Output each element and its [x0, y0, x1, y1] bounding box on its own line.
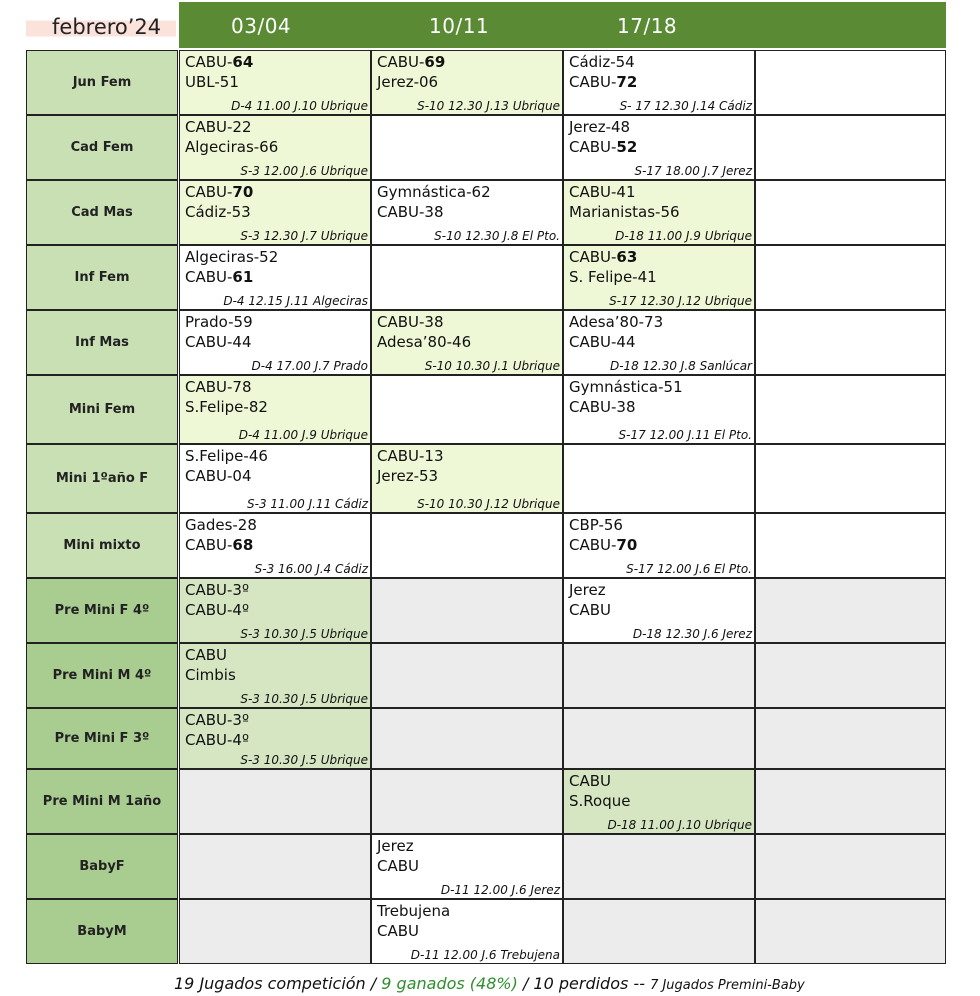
schedule-row: [26, 180, 946, 245]
empty-column-cell: [755, 444, 946, 513]
week-header-2: 10/11: [429, 14, 490, 38]
match-cell: [563, 578, 755, 643]
team-line-2: CABU-04: [185, 467, 252, 485]
match-cell: [179, 115, 371, 180]
team-line-1: CABU: [569, 772, 612, 790]
team-line-1: CABU-69: [377, 53, 446, 71]
team-line-2: CABU-44: [185, 333, 252, 351]
category-label: Mini mixto: [26, 513, 178, 578]
match-info: D-4 11.00 J.9 Ubrique: [238, 428, 368, 442]
team-line-2: CABU-68: [185, 536, 254, 554]
schedule-row: [26, 899, 946, 964]
schedule-row: [26, 513, 946, 578]
team-line-2: CABU: [569, 601, 612, 619]
team-line-2: Adesa’80-46: [377, 333, 472, 351]
team-line-2: CABU-72: [569, 73, 638, 91]
match-cell: [179, 513, 371, 578]
match-info: D-4 11.00 J.10 Ubrique: [231, 99, 368, 113]
category-label: Inf Fem: [26, 245, 178, 310]
empty-column-cell: [755, 50, 946, 115]
schedule-row: [26, 375, 946, 444]
team-line-1: Adesa’80-73: [569, 313, 664, 331]
team-line-2: UBL-51: [185, 73, 239, 91]
match-info: S-17 12.00 J.6 El Pto.: [626, 562, 752, 576]
category-label: Pre Mini M 4º: [26, 643, 178, 708]
match-info: S-3 10.30 J.5 Ubrique: [240, 692, 368, 706]
match-cell: [563, 50, 755, 115]
team-line-2: CABU-52: [569, 138, 638, 156]
category-label: Mini 1ºaño F: [26, 444, 178, 513]
team-line-1: Gymnástica-51: [569, 378, 683, 396]
match-info: D-18 11.00 J.10 Ubrique: [607, 818, 752, 832]
match-cell: [563, 115, 755, 180]
match-cell: [371, 245, 563, 310]
match-cell: [179, 444, 371, 513]
team-line-2: Cimbis: [185, 666, 236, 684]
match-cell: [371, 513, 563, 578]
team-line-2: S.Felipe-82: [185, 398, 268, 416]
schedule-row: [26, 444, 946, 513]
match-cell: [371, 769, 563, 834]
team-line-2: Algeciras-66: [185, 138, 279, 156]
team-line-2: CABU-61: [185, 268, 254, 286]
match-cell: [371, 578, 563, 643]
match-cell: [179, 834, 371, 899]
schedule-row: [26, 245, 946, 310]
match-info: D-18 11.00 J.9 Ubrique: [615, 229, 752, 243]
team-line-2: Jerez-53: [377, 467, 439, 485]
match-info: S-3 11.00 J.11 Cádiz: [247, 497, 368, 511]
week-header-1: 03/04: [231, 14, 292, 38]
match-info: D-4 17.00 J.7 Prado: [251, 359, 368, 373]
match-info: D-18 12.30 J.8 Sanlúcar: [609, 359, 752, 373]
team-line-1: Prado-59: [185, 313, 253, 331]
empty-column-cell: [755, 513, 946, 578]
team-line-1: Gymnástica-62: [377, 183, 491, 201]
team-line-2: CABU: [377, 922, 420, 940]
category-label: Pre Mini F 4º: [26, 578, 178, 643]
empty-column-cell: [755, 115, 946, 180]
week-header-3: 17/18: [617, 14, 678, 38]
schedule-row: [26, 50, 946, 115]
empty-column-cell: [755, 834, 946, 899]
match-cell: [179, 375, 371, 444]
category-label: Cad Fem: [26, 115, 178, 180]
team-line-2: S. Felipe-41: [569, 268, 657, 286]
schedule-row: [26, 310, 946, 375]
team-line-1: CABU-64: [185, 53, 254, 71]
category-label: Cad Mas: [26, 180, 178, 245]
summary-footer: [174, 974, 805, 993]
match-cell: [563, 180, 755, 245]
match-cell: [179, 245, 371, 310]
match-cell: [563, 245, 755, 310]
match-cell: [371, 899, 563, 964]
empty-column-cell: [755, 769, 946, 834]
team-line-1: Jerez-48: [569, 118, 631, 136]
match-info: S-10 10.30 J.1 Ubrique: [424, 359, 560, 373]
category-label: Mini Fem: [26, 375, 178, 444]
team-line-1: Gades-28: [185, 516, 257, 534]
team-line-1: Jerez: [377, 837, 414, 855]
team-line-2: Marianistas-56: [569, 203, 680, 221]
match-cell: [563, 310, 755, 375]
match-cell: [371, 643, 563, 708]
schedule-row: [26, 708, 946, 769]
schedule-row: [26, 643, 946, 708]
team-line-1: CABU-63: [569, 248, 638, 266]
team-line-1: Trebujena: [377, 902, 451, 920]
empty-column-cell: [755, 578, 946, 643]
match-info: D-4 12.15 J.11 Algeciras: [223, 294, 368, 308]
team-line-1: Algeciras-52: [185, 248, 279, 266]
premini-count: 7 Jugados Premini-Baby: [650, 978, 805, 993]
match-info: S-3 12.00 J.6 Ubrique: [240, 164, 368, 178]
team-line-2: CABU-38: [569, 398, 636, 416]
match-cell: [371, 180, 563, 245]
won-count: 9 ganados (48%): [381, 974, 518, 993]
match-cell: [563, 834, 755, 899]
match-cell: [179, 310, 371, 375]
match-cell: [179, 578, 371, 643]
team-line-2: CABU-44: [569, 333, 636, 351]
match-cell: [371, 115, 563, 180]
team-line-1: CABU-3º: [185, 581, 250, 599]
match-cell: [563, 444, 755, 513]
empty-column-cell: [755, 310, 946, 375]
category-label: Inf Mas: [26, 310, 178, 375]
match-cell: [563, 513, 755, 578]
empty-column-cell: [755, 643, 946, 708]
team-line-1: Cádiz-54: [569, 53, 635, 71]
weeks-header: [179, 2, 946, 48]
schedule-row: [26, 769, 946, 834]
match-cell: [179, 50, 371, 115]
match-info: S- 17 12.30 J.14 Cádiz: [619, 99, 752, 113]
match-info: D-18 12.30 J.6 Jerez: [632, 627, 752, 641]
schedule-row: [26, 115, 946, 180]
team-line-1: CABU-41: [569, 183, 636, 201]
match-info: S-3 10.30 J.5 Ubrique: [240, 627, 368, 641]
empty-column-cell: [755, 245, 946, 310]
match-info: S-3 16.00 J.4 Cádiz: [254, 562, 368, 576]
schedule-row: [26, 834, 946, 899]
team-line-2: CABU-38: [377, 203, 444, 221]
team-line-1: CABU-70: [185, 183, 254, 201]
match-cell: [371, 310, 563, 375]
team-line-1: S.Felipe-46: [185, 447, 268, 465]
match-cell: [179, 708, 371, 769]
match-cell: [371, 375, 563, 444]
match-cell: [563, 643, 755, 708]
category-label: Pre Mini M 1año: [26, 769, 178, 834]
empty-column-cell: [755, 708, 946, 769]
match-info: S-3 12.30 J.7 Ubrique: [240, 229, 368, 243]
category-label: Jun Fem: [26, 50, 178, 115]
empty-column-cell: [755, 899, 946, 964]
team-line-1: Jerez: [569, 581, 606, 599]
team-line-1: CABU-38: [377, 313, 444, 331]
category-label: BabyM: [26, 899, 178, 964]
category-label: BabyF: [26, 834, 178, 899]
schedule-row: [26, 578, 946, 643]
team-line-2: Jerez-06: [377, 73, 439, 91]
team-line-1: CABU: [185, 646, 228, 664]
match-info: S-10 10.30 J.12 Ubrique: [417, 497, 560, 511]
match-info: S-17 12.00 J.11 El Pto.: [618, 428, 752, 442]
team-line-2: S.Roque: [569, 792, 631, 810]
match-info: S-17 12.30 J.12 Ubrique: [609, 294, 752, 308]
match-cell: [179, 769, 371, 834]
team-line-1: CABU-13: [377, 447, 444, 465]
match-cell: [563, 769, 755, 834]
match-cell: [371, 834, 563, 899]
match-cell: [563, 899, 755, 964]
team-line-1: CBP-56: [569, 516, 623, 534]
match-cell: [371, 50, 563, 115]
month-title: febrero’24: [26, 6, 176, 48]
team-line-2: Cádiz-53: [185, 203, 251, 221]
team-line-2: CABU: [377, 857, 420, 875]
team-line-2: CABU-4º: [185, 601, 250, 619]
match-cell: [371, 708, 563, 769]
match-cell: [563, 708, 755, 769]
match-info: D-11 12.00 J.6 Jerez: [440, 883, 560, 897]
lost-count: / 10 perdidos --: [522, 974, 645, 993]
match-info: S-10 12.30 J.8 El Pto.: [434, 229, 560, 243]
team-line-2: CABU-4º: [185, 731, 250, 749]
team-line-1: CABU-22: [185, 118, 252, 136]
match-cell: [179, 180, 371, 245]
match-info: S-3 10.30 J.5 Ubrique: [240, 753, 368, 767]
match-info: S-10 12.30 J.13 Ubrique: [417, 99, 560, 113]
team-line-1: CABU-3º: [185, 711, 250, 729]
empty-column-cell: [755, 180, 946, 245]
team-line-1: CABU-78: [185, 378, 252, 396]
match-cell: [563, 375, 755, 444]
match-info: D-11 12.00 J.6 Trebujena: [410, 948, 560, 962]
match-cell: [371, 444, 563, 513]
match-cell: [179, 643, 371, 708]
empty-column-cell: [755, 375, 946, 444]
match-info: S-17 18.00 J.7 Jerez: [634, 164, 752, 178]
team-line-2: CABU-70: [569, 536, 638, 554]
match-cell: [179, 899, 371, 964]
category-label: Pre Mini F 3º: [26, 708, 178, 769]
played-count: 19 Jugados competición /: [174, 974, 377, 993]
